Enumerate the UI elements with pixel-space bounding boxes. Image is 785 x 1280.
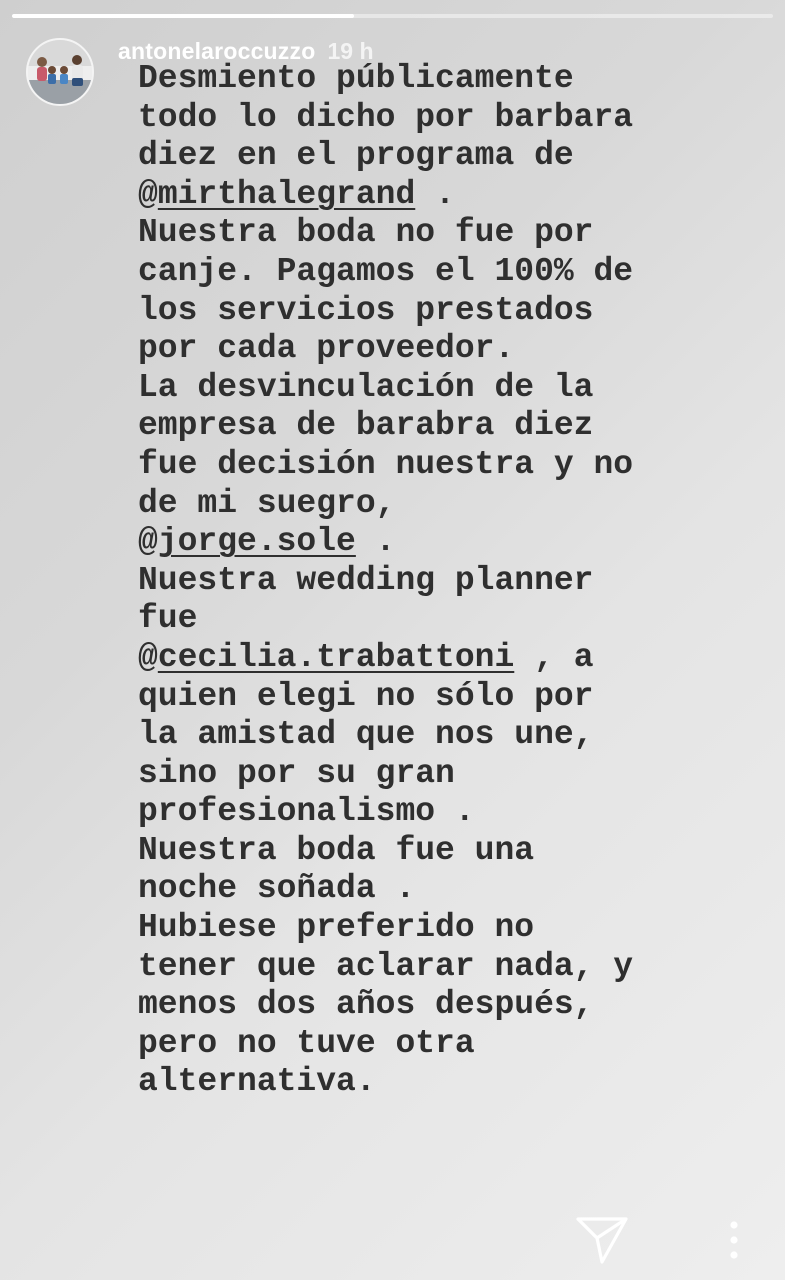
story-progress-bar xyxy=(12,14,773,18)
send-icon xyxy=(573,1212,631,1268)
story-text-line xyxy=(138,716,758,755)
story-text-segment: los servicios prestados xyxy=(138,291,594,329)
story-text-line xyxy=(138,99,758,138)
story-text-segment: empresa de barabra diez xyxy=(138,407,594,445)
story-text-segment: Nuestra wedding planner xyxy=(138,561,594,599)
send-button[interactable] xyxy=(568,1208,636,1272)
story-text-line xyxy=(138,639,758,678)
story-text-segment: todo lo dicho por barbara xyxy=(138,98,634,136)
story-text-line xyxy=(138,330,758,369)
story-text-line xyxy=(138,253,758,292)
story-progress-fill xyxy=(12,14,354,18)
story-text-segment: profesionalismo . xyxy=(138,793,475,831)
story-text-segment: @ xyxy=(138,523,158,561)
story-text-line xyxy=(138,562,758,601)
story-text-segment: noche soñada . xyxy=(138,870,416,908)
story-text-segment: Nuestra boda fue una xyxy=(138,831,535,869)
story-text-segment: pero no tuve otra xyxy=(138,1024,475,1062)
story-text-segment: . xyxy=(415,175,455,213)
story-text-line xyxy=(138,1063,758,1102)
story-text-line xyxy=(138,986,758,1025)
story-text-segment: , a xyxy=(514,638,594,676)
story-text-segment: alternativa. xyxy=(138,1063,376,1101)
story-text-line xyxy=(138,446,758,485)
story-text-line xyxy=(138,292,758,331)
mention-link[interactable]: mirthalegrand xyxy=(157,175,416,213)
story-text-segment: quien elegi no sólo por xyxy=(138,677,594,715)
story-text-segment: diez en el programa de xyxy=(138,137,574,175)
story-text-segment: por cada proveedor. xyxy=(138,330,515,368)
story-text-block xyxy=(138,60,758,1102)
more-vertical-icon xyxy=(728,1218,740,1262)
story-text-segment: Desmiento públicamente xyxy=(138,60,574,97)
avatar[interactable] xyxy=(26,38,94,106)
story-text-line xyxy=(138,407,758,446)
story-text-line xyxy=(138,755,758,794)
story-text-segment: @ xyxy=(138,175,158,213)
story-text-segment: menos dos años después, xyxy=(138,986,594,1024)
story-text-segment: La desvinculación de la xyxy=(138,368,594,406)
more-options-button[interactable] xyxy=(716,1210,752,1270)
story-text-segment: . xyxy=(355,523,396,561)
story-text-line xyxy=(138,214,758,253)
username[interactable]: antonelaroccuzzo xyxy=(118,38,316,64)
story-text-line xyxy=(138,870,758,909)
story-text-line xyxy=(138,909,758,948)
story-text-line xyxy=(138,523,758,562)
profile-photo-icon xyxy=(28,40,92,104)
story-text-segment: fue xyxy=(138,600,198,638)
story-text-line xyxy=(138,832,758,871)
story-text-line xyxy=(138,600,758,639)
story-text-segment: sino por su gran xyxy=(138,754,455,792)
story-text-line xyxy=(138,137,758,176)
story-text-segment: @ xyxy=(138,638,158,676)
timestamp: 19 h xyxy=(327,38,374,64)
story-text-segment: Hubiese preferido no xyxy=(138,909,535,947)
story-text-line xyxy=(138,485,758,524)
story-text-line xyxy=(138,60,758,99)
mention-link[interactable]: jorge.sole xyxy=(157,523,356,561)
story-text-line xyxy=(138,948,758,987)
story-text-line xyxy=(138,1025,758,1064)
story-text-line xyxy=(138,369,758,408)
story-text-segment: Nuestra boda no fue por xyxy=(138,214,594,252)
story-text-segment: de mi suegro, xyxy=(138,484,396,522)
story-text-line xyxy=(138,176,758,215)
story-text-segment: fue decisión nuestra y no xyxy=(138,445,634,483)
mention-link[interactable]: cecilia.trabattoni xyxy=(157,638,515,676)
story-text-segment: canje. Pagamos el 100% de xyxy=(138,252,634,290)
story-text-segment: la amistad que nos une, xyxy=(138,716,594,754)
story-text-line xyxy=(138,793,758,832)
story-text-line xyxy=(138,678,758,717)
story-text-segment: tener que aclarar nada, y xyxy=(138,947,634,985)
